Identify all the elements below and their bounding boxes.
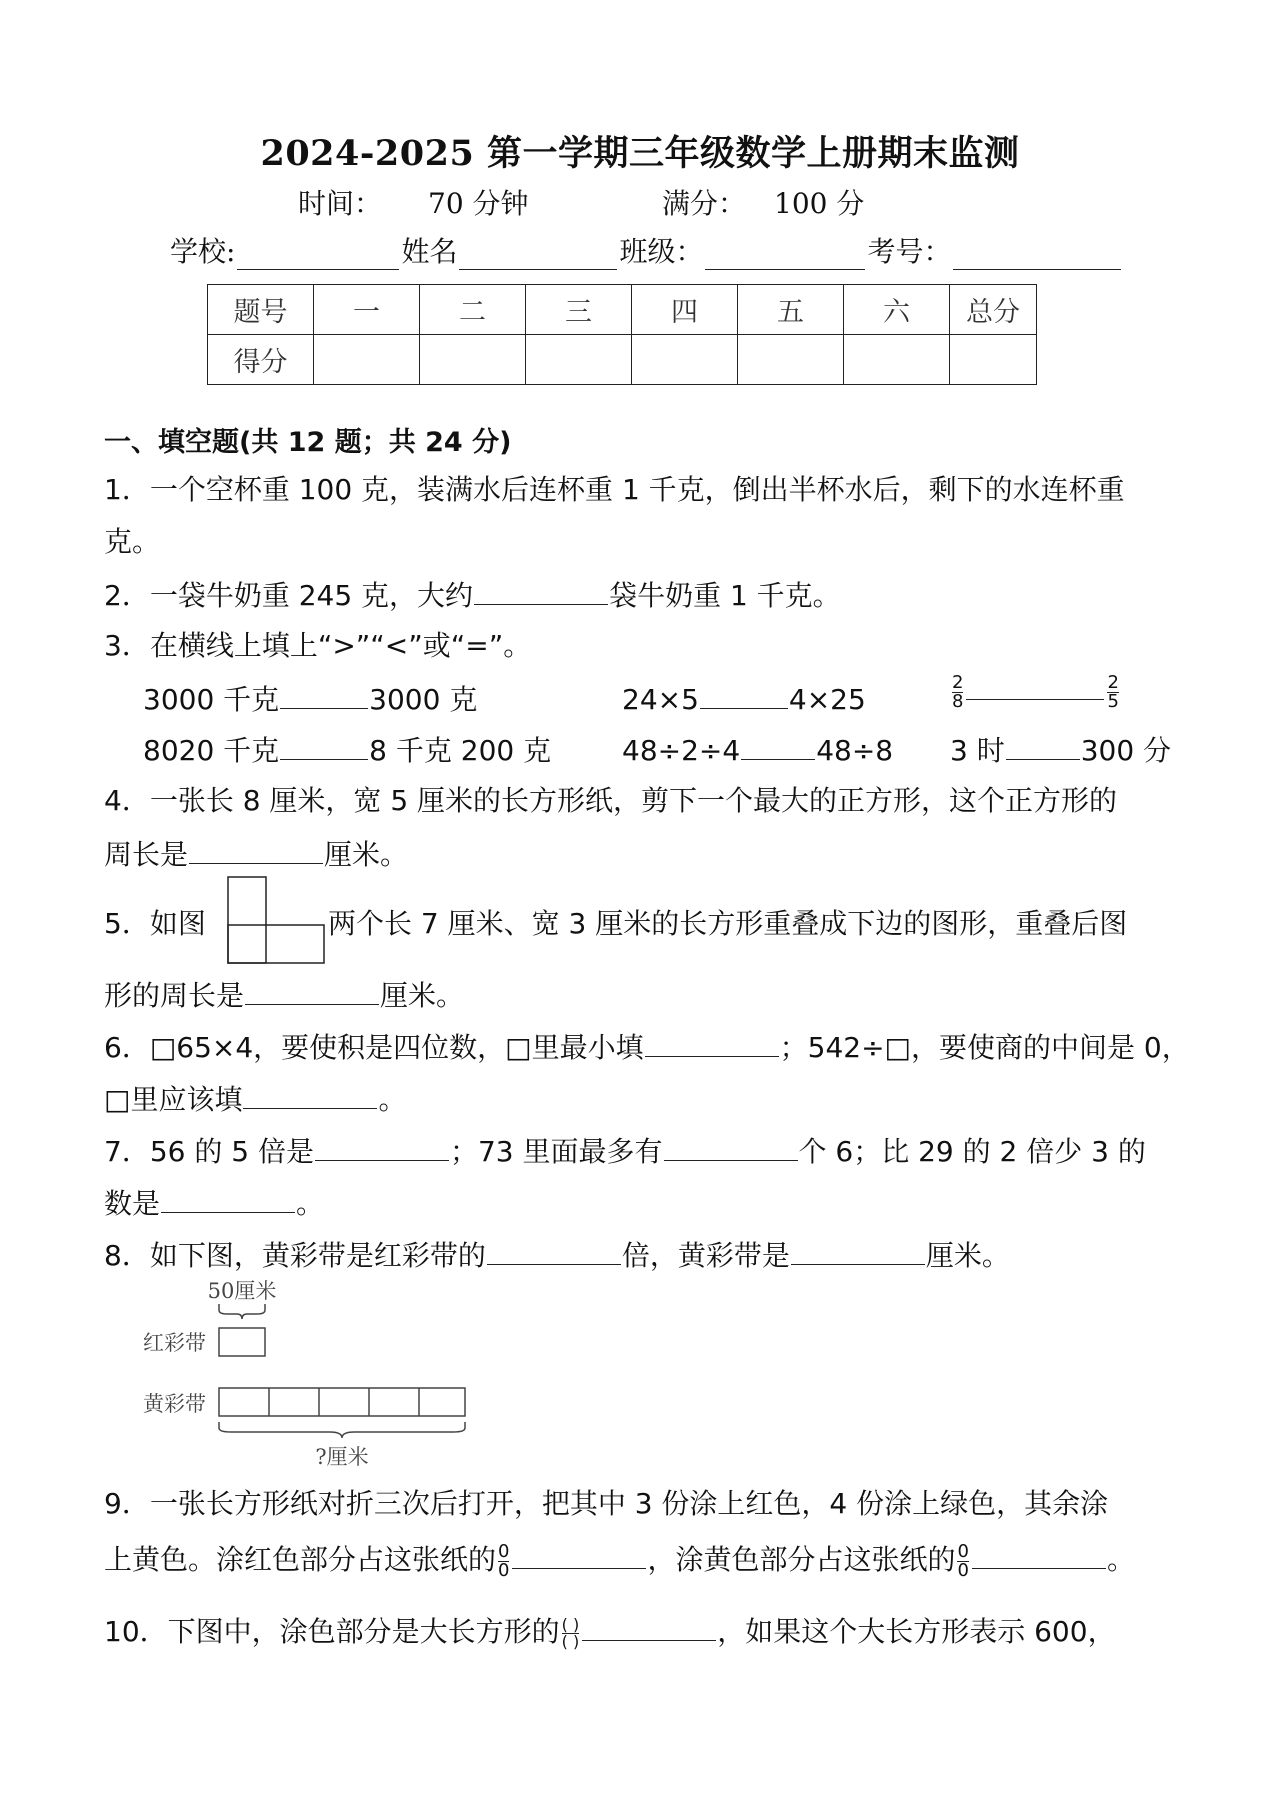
time-value: 70 分钟 bbox=[428, 187, 529, 220]
exam-no-field[interactable] bbox=[953, 239, 1121, 270]
score-header-cell: 题号 bbox=[208, 285, 314, 335]
compare-right: 48÷8 bbox=[816, 734, 894, 767]
question-7-text-e: 。 bbox=[296, 1187, 325, 1220]
score-table-score-row bbox=[208, 335, 1037, 385]
exam-no-label: 考号： bbox=[867, 235, 952, 268]
compare-right: 8 千克 200 克 bbox=[369, 734, 552, 767]
class-field[interactable] bbox=[705, 239, 865, 270]
school-label: 学校: bbox=[170, 235, 236, 268]
score-header-cell: 一 bbox=[314, 285, 420, 335]
answer-blank[interactable] bbox=[315, 1130, 449, 1161]
compare-right: 4×25 bbox=[788, 683, 866, 716]
answer-blank[interactable] bbox=[972, 1538, 1106, 1569]
question-1-line2: 克。 bbox=[104, 525, 161, 558]
bottom-brace bbox=[219, 1422, 465, 1438]
question-8-text-b: 倍，黄彩带是 bbox=[621, 1239, 790, 1272]
top-brace bbox=[219, 1304, 265, 1319]
compare-right: 300 分 bbox=[1080, 734, 1172, 767]
question-6-text-d: 。 bbox=[378, 1083, 407, 1116]
score-cell[interactable] bbox=[738, 335, 844, 385]
question-9-text-d: 。 bbox=[1106, 1543, 1135, 1576]
score-row-label: 得分 bbox=[208, 335, 314, 385]
ribbon-figure bbox=[135, 1272, 475, 1478]
question-6-line2 bbox=[104, 1078, 406, 1120]
question-8-line1 bbox=[104, 1234, 1010, 1276]
question-6-text-c: □里应该填 bbox=[104, 1083, 243, 1116]
score-header-cell: 六 bbox=[844, 285, 950, 335]
question-2-text-a: 2．一袋牛奶重 245 克，大约 bbox=[104, 579, 474, 612]
compare-left: 8020 千克 bbox=[143, 734, 280, 767]
section-heading-1: 一、填空题(共 12 题；共 24 分) bbox=[104, 427, 512, 458]
question-9-text-c: ，涂黄色部分占这张纸的 bbox=[647, 1543, 956, 1576]
answer-blank[interactable] bbox=[474, 574, 608, 605]
answer-blank[interactable] bbox=[582, 1610, 716, 1641]
question-7-text-d: 数是 bbox=[104, 1187, 161, 1220]
score-cell[interactable] bbox=[420, 335, 526, 385]
score-header-cell: 二 bbox=[420, 285, 526, 335]
answer-blank[interactable] bbox=[487, 1234, 621, 1265]
full-score-value: 100 分 bbox=[774, 187, 865, 220]
compare-right: 3000 克 bbox=[369, 683, 478, 716]
compare-left: 48÷2÷4 bbox=[622, 734, 741, 767]
question-3-r1c3 bbox=[950, 671, 1121, 711]
question-8-text-c: 厘米。 bbox=[925, 1239, 1010, 1272]
overlap-rectangles-figure bbox=[227, 876, 327, 964]
score-table-header-row bbox=[208, 285, 1037, 335]
compare-left: 3 时 bbox=[950, 734, 1005, 767]
answer-blank[interactable] bbox=[243, 1078, 377, 1109]
compare-blank[interactable] bbox=[280, 678, 368, 709]
question-7-line2 bbox=[104, 1182, 324, 1224]
answer-blank[interactable] bbox=[664, 1130, 798, 1161]
fraction: $\frac{0}{0}$ bbox=[498, 1540, 510, 1581]
compare-blank[interactable] bbox=[741, 729, 815, 760]
question-10-text-a: 10．下图中，涂色部分是大长方形的 bbox=[104, 1615, 560, 1648]
question-10-text-b: ，如果这个大长方形表示 600， bbox=[717, 1615, 1116, 1648]
score-header-cell: 总分 bbox=[950, 285, 1037, 335]
answer-blank[interactable] bbox=[791, 1234, 925, 1265]
answer-blank[interactable] bbox=[189, 833, 323, 864]
answer-blank[interactable] bbox=[512, 1538, 646, 1569]
question-6-line1 bbox=[104, 1026, 1190, 1068]
fraction: $\frac{2}{8}$ bbox=[952, 671, 964, 712]
question-3-intro: 3．在横线上填上“>”“<”或“=”。 bbox=[104, 629, 532, 662]
class-label: 班级： bbox=[619, 235, 704, 268]
answer-blank[interactable] bbox=[245, 974, 379, 1005]
compare-left: 24×5 bbox=[622, 683, 699, 716]
score-table bbox=[207, 284, 1037, 385]
time-label: 时间： bbox=[298, 187, 383, 220]
ribbon-top-label: 50厘米 bbox=[207, 1279, 277, 1303]
page-title: 2024-2025 第一学期三年级数学上册期末监测 bbox=[260, 133, 1020, 174]
answer-blank[interactable] bbox=[645, 1026, 779, 1057]
question-3-r1c2 bbox=[622, 678, 866, 720]
fraction: $\frac{2}{5}$ bbox=[1107, 671, 1119, 712]
question-5-line2 bbox=[104, 974, 464, 1016]
question-5-line1: 两个长 7 厘米、宽 3 厘米的长方形重叠成下边的图形，重叠后图 bbox=[328, 907, 1128, 940]
question-7-text-c: 个 6；比 29 的 2 倍少 3 的 bbox=[798, 1135, 1146, 1168]
fraction: $\frac{0}{0}$ bbox=[957, 1540, 969, 1581]
ribbon-bottom-label: ?厘米 bbox=[315, 1445, 369, 1469]
name-label: 姓名 bbox=[401, 235, 458, 268]
question-5-label: 5．如图 bbox=[104, 907, 206, 940]
question-5-text-c: 形的周长是 bbox=[104, 979, 245, 1012]
school-field[interactable] bbox=[237, 239, 399, 270]
question-3-r2c1 bbox=[143, 729, 551, 771]
question-7-text-a: 7．56 的 5 倍是 bbox=[104, 1135, 314, 1168]
question-3-r1c1 bbox=[143, 678, 477, 720]
question-5-text-d: 厘米。 bbox=[380, 979, 465, 1012]
question-7-text-b: ；73 里面最多有 bbox=[449, 1135, 663, 1168]
question-6-text-a: 6．□65×4，要使积是四位数，□里最小填 bbox=[104, 1031, 644, 1064]
question-9-line1: 9．一张长方形纸对折三次后打开，把其中 3 份涂上红色，4 份涂上绿色，其余涂 bbox=[104, 1487, 1109, 1520]
question-4-text-c: 厘米。 bbox=[324, 838, 409, 871]
name-field[interactable] bbox=[459, 239, 617, 270]
question-7-line1 bbox=[104, 1130, 1146, 1172]
score-cell[interactable] bbox=[844, 335, 950, 385]
question-4-line2 bbox=[104, 833, 408, 875]
score-cell[interactable] bbox=[314, 335, 420, 385]
yellow-ribbon-bar bbox=[219, 1388, 465, 1416]
question-6-text-b: ；542÷□，要使商的中间是 0， bbox=[779, 1031, 1190, 1064]
question-8-text-a: 8．如下图，黄彩带是红彩带的 bbox=[104, 1239, 486, 1272]
red-ribbon-bar bbox=[219, 1328, 265, 1356]
score-cell[interactable] bbox=[950, 335, 1037, 385]
compare-blank[interactable] bbox=[700, 678, 788, 709]
score-cell[interactable] bbox=[632, 335, 738, 385]
question-9-text-b: 上黄色。涂红色部分占这张纸的 bbox=[104, 1543, 497, 1576]
compare-blank[interactable] bbox=[1006, 729, 1080, 760]
score-header-cell: 五 bbox=[738, 285, 844, 335]
question-10-line1 bbox=[104, 1610, 1116, 1652]
question-2 bbox=[104, 574, 841, 616]
question-1-line1: 1．一个空杯重 100 克，装满水后连杯重 1 千克，倒出半杯水后，剩下的水连杯重 bbox=[104, 473, 1125, 506]
score-header-cell: 三 bbox=[526, 285, 632, 335]
full-score-label: 满分： bbox=[662, 187, 747, 220]
question-2-text-b: 袋牛奶重 1 千克。 bbox=[609, 579, 841, 612]
question-3-r2c3 bbox=[950, 729, 1171, 771]
compare-blank[interactable] bbox=[280, 729, 368, 760]
fraction: $\frac{( )}{( )}$ bbox=[561, 1614, 580, 1651]
red-ribbon-label: 红彩带 bbox=[143, 1331, 206, 1355]
question-3-r2c2 bbox=[622, 729, 893, 771]
answer-blank[interactable] bbox=[161, 1182, 295, 1213]
question-4-text-b: 周长是 bbox=[104, 838, 189, 871]
score-header-cell: 四 bbox=[632, 285, 738, 335]
question-9-line2 bbox=[104, 1538, 1135, 1580]
compare-left: 3000 千克 bbox=[143, 683, 280, 716]
score-cell[interactable] bbox=[526, 335, 632, 385]
compare-blank[interactable] bbox=[966, 683, 1104, 700]
question-4-line1: 4．一张长 8 厘米，宽 5 厘米的长方形纸，剪下一个最大的正方形，这个正方形的 bbox=[104, 784, 1118, 817]
yellow-ribbon-label: 黄彩带 bbox=[143, 1392, 206, 1416]
student-info-row bbox=[170, 230, 1123, 270]
